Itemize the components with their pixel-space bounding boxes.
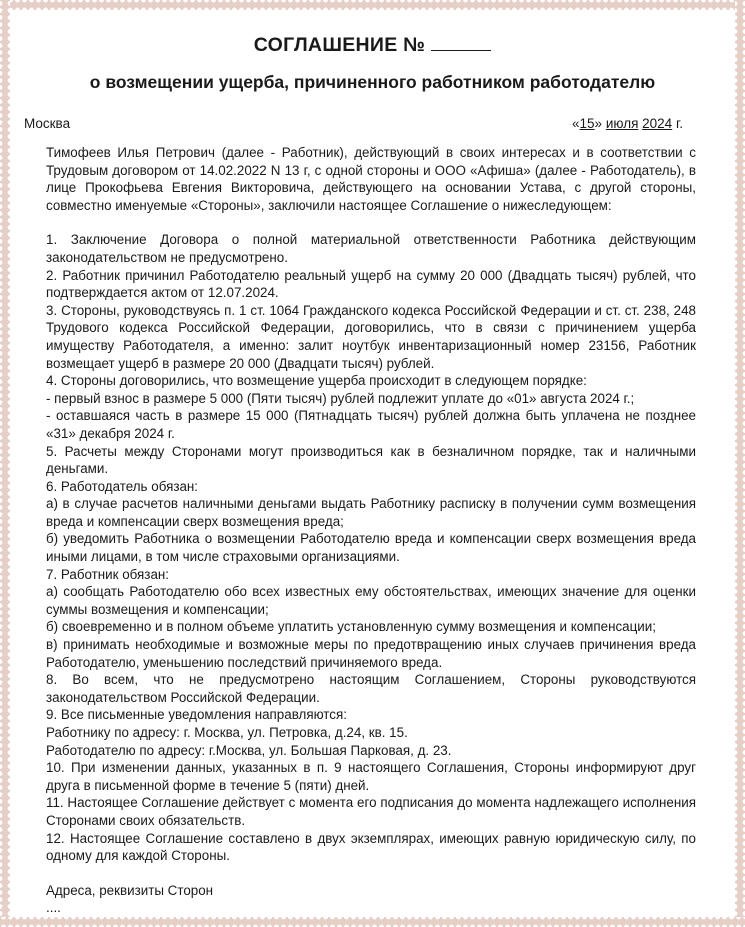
clause-5: 5. Расчеты между Сторонами могут производиться как в безналичном порядке, так и наличными деньгами. [46,443,696,477]
clause-4-remaining-payment: - оставшаяся часть в размере 15 000 (Пятнадцать тысяч) рублей должна быть уплачена не позднее «31» декабря 2024 г. [46,408,696,441]
date-year: 2024 [642,116,673,131]
agreement-date: «15» июля 2024 г. [572,116,683,131]
clause-1: 1. Заключение Договора о полной материальной ответственности Работника действующим законодательством не предусмотрено. [46,232,696,265]
clause-7a: а) сообщать Работодателю обо всех известных ему обстоятельствах, имеющих значение для оценки суммы возмещения и компенсации; [46,584,696,617]
intro-paragraph: Тимофеев Илья Петрович (далее - Работник), действующий в своих интересах и в соответствии с Трудовым договором от 14.02.2022 N 13 г, с одной стороны и ООО «Афиша» (далее - Работодатель), в лице Прокофьева Евгения Викторовича, действующего на основании Устава, с другой стороны, совместно именуемые «Стороны», заключили настоящее Соглашение о нижеследующем: [46,145,696,213]
employer-address: Работодателю по адресу: г.Москва, ул. Большая Парковая, д. 23. [46,742,452,758]
clause-7c: в) принимать необходимые и возможные меры по предотвращению иных случаев причинения вреда Работодателю, уменьшению последствий причиняемого вреда. [46,637,696,670]
clause-7b: б) своевременно и в полном объеме уплатить установленную сумму возмещения и компенсации; [46,619,656,635]
ellipsis: .... [46,900,61,916]
top-scalloped-border [0,0,745,10]
bottom-scalloped-border [0,917,745,927]
date-day: 15 [579,116,595,131]
left-scalloped-border [0,0,10,927]
city: Москва [24,116,71,131]
number-blank-line [431,34,491,51]
clause-6: 6. Работодатель обязан: [46,478,199,494]
title-text: СОГЛАШЕНИЕ № [253,34,426,56]
clause-7: 7. Работник обязан: [46,566,170,582]
clause-4-first-payment: - первый взнос в размере 5 000 (Пяти тысяч) рублей подлежит уплате до «01» августа 2024 г.; [46,390,635,406]
document-subtitle: о возмещении ущерба, причиненного работником работодателю [89,72,656,92]
right-scalloped-border [735,0,745,927]
clause-9: 9. Все письменные уведомления направляются: [46,707,347,723]
clause-2: 2. Работник причинил Работодателю реальный ущерб на сумму 20 000 (Двадцать тысяч) рублей, что подтверждается актом от 12.07.2024. [46,267,696,301]
clause-4: 4. Стороны договорились, что возмещение ущерба происходит в следующем порядке: [46,373,587,389]
clause-6b: б) уведомить Работника о возмещении Работодателю вреда и компенсации сверх возмещения вреда иными лицами, в том числе страховыми организациями. [46,531,696,565]
date-month: июля [605,116,639,131]
document-body [46,144,696,917]
employee-address: Работнику по адресу: г. Москва, ул. Петровка, д.24, кв. 15. [46,725,408,740]
clause-3: 3. Стороны, руководствуясь п. 1 ст. 1064 Гражданского кодекса Российской Федерации и ст. ст. 238, 248 Трудового кодекса Российской Федерации, договорились, что в связи с причинением ущерба имуществу Работодателя, а именно: залит ноутбук инвентаризационный номер 23156, Работник возмещает ущерб в размере 20 000 (Двадцати тысяч) рублей. [46,302,696,371]
clause-8: 8. Во всем, что не предусмотрено настоящим Соглашением, Стороны руководствуются законодательством Российской Федерации. [46,672,696,705]
clause-12: 12. Настоящее Соглашение составлено в двух экземплярах, имеющих равную юридическую силу, по одному для каждой Стороны. [46,830,696,864]
clause-6a: а) в случае расчетов наличными деньгами выдать Работнику расписку в получении сумм возмещения вреда и компенсации сверх возмещения вреда; [46,496,696,529]
document-title [0,34,745,57]
date-suffix: г. [675,116,683,131]
clause-10: 10. При изменении данных, указанных в п. 9 настоящего Соглашения, Стороны информируют друг друга в письменной форме в течение 5 (пяти) дней. [46,760,696,793]
clause-11: 11. Настоящее Соглашение действует с момента его подписания до момента надлежащего исполнения Сторонами своих обязательств. [46,795,696,828]
requisites-heading: Адреса, реквизиты Сторон [46,882,214,898]
